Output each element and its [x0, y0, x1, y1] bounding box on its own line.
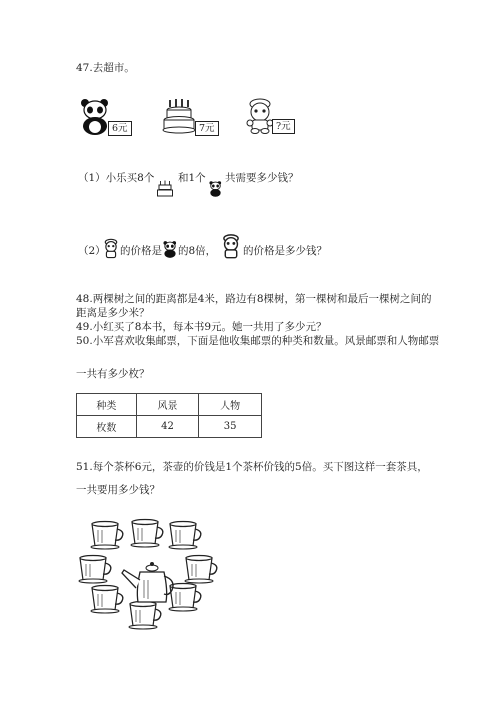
- q51-line1: 51.每个茶杯6元，茶壶的价钱是1个茶杯价钱的5倍。买下图这样一套茶具，: [76, 461, 428, 473]
- q47-title: 47.去超市。: [76, 62, 135, 74]
- q48-line1: 48.两棵树之间的距离都是4米，路边有8棵树，第一棵树和最后一棵树之间的: [76, 293, 432, 305]
- table-header-cell: 风景: [136, 394, 199, 416]
- bear-doll-icon: [246, 98, 274, 134]
- teacup-icon: [129, 602, 161, 630]
- stamp-table: [76, 393, 262, 438]
- q50-line2: 一共有多少枚？: [76, 368, 150, 380]
- table-header-cell: 人物: [199, 394, 262, 416]
- teacup-icon: [91, 586, 123, 614]
- panda-icon: [80, 98, 110, 136]
- table-row: [77, 394, 262, 416]
- q49-text: 49.小红买了8本书，每本书9元。她一共用了多少元？: [76, 321, 327, 333]
- teacup-icon: [131, 520, 163, 548]
- teapot-icon: [122, 562, 173, 602]
- q51-line2: 一共要用多少钱？: [76, 484, 160, 496]
- q48-line2: 距离是多少米？: [76, 307, 150, 319]
- panda-icon: [163, 240, 177, 259]
- table-row: [77, 416, 262, 438]
- table-cell: 枚数: [77, 416, 137, 438]
- teacup-icon: [169, 522, 201, 550]
- q47-sub2-part-c: 的8倍，: [178, 245, 217, 257]
- teacup-icon: [91, 522, 123, 550]
- price-tag-cake: 7元: [195, 121, 219, 136]
- q47-sub2-part-a: （2）: [78, 245, 106, 257]
- q47-sub1-part-c: 共需要多少钱？: [225, 172, 299, 184]
- table-header-cell: 种类: [77, 394, 137, 416]
- q47-sub2-part-d: 的价格是多少钱？: [243, 245, 327, 257]
- bear-doll-icon: [221, 234, 241, 260]
- tea-set-illustration: [74, 518, 224, 636]
- panda-icon: [209, 180, 222, 198]
- q47-sub2-part-b: 的价格是: [120, 245, 162, 257]
- bear-doll-icon: [103, 238, 119, 260]
- q47-sub1-part-b: 和1个: [178, 172, 206, 184]
- table-cell: 35: [199, 416, 262, 438]
- table-cell: 42: [136, 416, 199, 438]
- price-tag-panda: 6元: [108, 121, 132, 136]
- teacup-icon: [185, 556, 217, 584]
- price-tag-bear: ?元: [272, 119, 295, 134]
- q50-line1: 50.小军喜欢收集邮票，下面是他收集邮票的种类和数量。风景邮票和人物邮票: [76, 335, 440, 347]
- birthday-cake-icon: [162, 98, 196, 134]
- teacup-icon: [79, 556, 111, 584]
- teacup-icon: [169, 584, 201, 612]
- birthday-cake-icon: [155, 180, 175, 198]
- q47-sub1-part-a: （1）小乐买8个: [78, 172, 155, 184]
